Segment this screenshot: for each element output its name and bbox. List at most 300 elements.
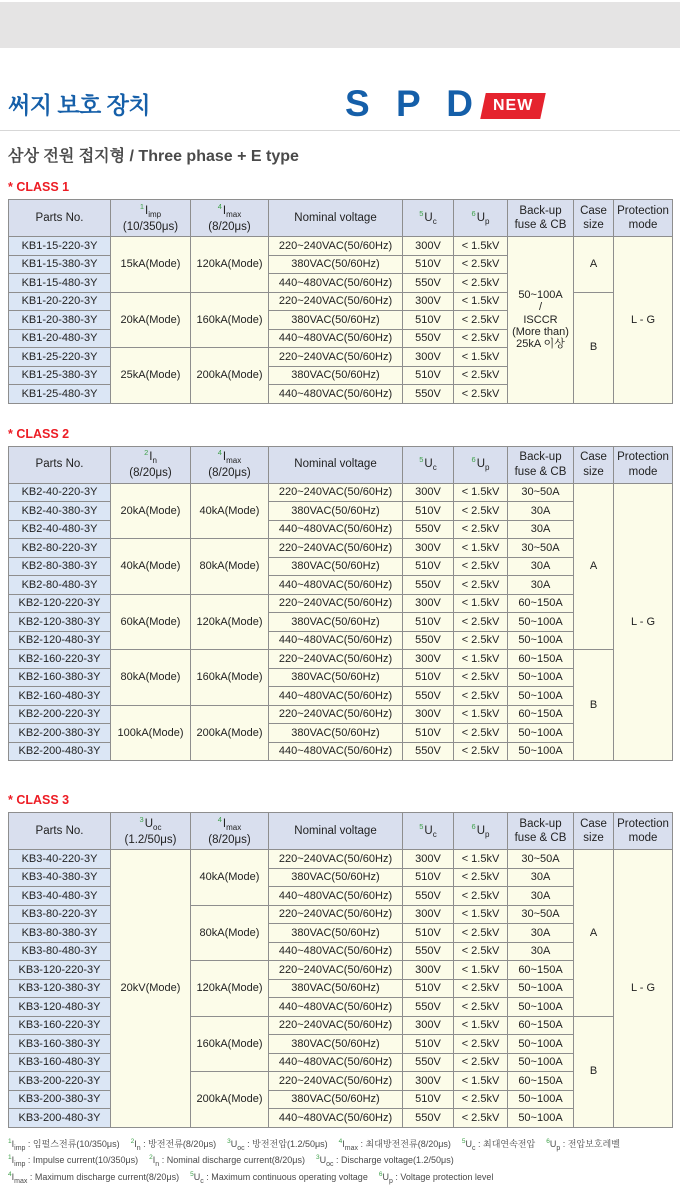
class1-section — [0, 180, 680, 404]
column-header: $^5U_c$ — [403, 813, 454, 850]
table-cell: 120kA(Mode) — [191, 237, 269, 293]
table-cell: < 2.5kV — [454, 1053, 508, 1072]
table-cell: 510V — [403, 613, 454, 632]
table-cell: < 2.5kV — [454, 274, 508, 293]
table-cell: < 1.5kV — [454, 539, 508, 558]
table-cell: 50~100A — [508, 631, 574, 650]
table-row — [9, 483, 673, 502]
footnote-item: $^1I_{imp}$ : Impulse current(10/350μs) — [8, 1155, 138, 1165]
table-cell: < 1.5kV — [454, 650, 508, 669]
parts-no-cell: KB1-25-380-3Y — [9, 366, 111, 385]
table-cell: 300V — [403, 483, 454, 502]
table-row — [9, 1109, 673, 1128]
table-cell: 50~100A — [508, 613, 574, 632]
table-row — [9, 961, 673, 980]
table-cell: < 2.5kV — [454, 631, 508, 650]
table-cell: 380VAC(50/60Hz) — [269, 868, 403, 887]
class1-table — [8, 199, 673, 404]
class3-section — [0, 793, 680, 1128]
table-cell: < 1.5kV — [454, 1072, 508, 1091]
table-cell: < 2.5kV — [454, 687, 508, 706]
footnote-line — [8, 1170, 672, 1187]
table-cell: 200kA(Mode) — [191, 705, 269, 761]
table-cell: < 1.5kV — [454, 705, 508, 724]
table-cell: < 1.5kV — [454, 483, 508, 502]
table-cell: 440~480VAC(50/60Hz) — [269, 742, 403, 761]
parts-no-cell: KB2-200-480-3Y — [9, 742, 111, 761]
table-row — [9, 1016, 673, 1035]
table-cell: 510V — [403, 311, 454, 330]
table-cell: 510V — [403, 255, 454, 274]
table-cell: 300V — [403, 1016, 454, 1035]
parts-no-cell: KB2-160-380-3Y — [9, 668, 111, 687]
table-cell: 440~480VAC(50/60Hz) — [269, 631, 403, 650]
parts-no-cell: KB3-160-220-3Y — [9, 1016, 111, 1035]
table-cell: 300V — [403, 237, 454, 256]
table-cell: 440~480VAC(50/60Hz) — [269, 274, 403, 293]
table-cell: < 2.5kV — [454, 998, 508, 1017]
column-header: Nominal voltage — [269, 813, 403, 850]
table-cell: 300V — [403, 905, 454, 924]
parts-no-cell: KB1-15-220-3Y — [9, 237, 111, 256]
table-cell: 50~100A — [508, 1053, 574, 1072]
column-header: Back-up fuse & CB — [508, 446, 574, 483]
parts-no-cell: KB2-120-380-3Y — [9, 613, 111, 632]
column-header: Case size — [574, 813, 614, 850]
column-header: $^4I_{max}$ (8/20μs) — [191, 446, 269, 483]
table-cell: 200kA(Mode) — [191, 1072, 269, 1128]
table-cell: 440~480VAC(50/60Hz) — [269, 998, 403, 1017]
footnote-item: $^2I_n$ : 방전전류(8/20μs) — [131, 1139, 217, 1149]
parts-no-cell: KB2-160-480-3Y — [9, 687, 111, 706]
column-header: Case size — [574, 200, 614, 237]
table-row — [9, 905, 673, 924]
class3-label: * CLASS 3 — [8, 793, 672, 807]
table-cell: 440~480VAC(50/60Hz) — [269, 576, 403, 595]
table-row — [9, 942, 673, 961]
table-cell: A — [574, 483, 614, 650]
column-header: $^2I_n$ (8/20μs) — [111, 446, 191, 483]
footnote-item: $^5U_c$ : 최대연속전압 — [462, 1139, 535, 1149]
table-cell: 440~480VAC(50/60Hz) — [269, 1109, 403, 1128]
column-header: Parts No. — [9, 200, 111, 237]
table-cell: < 1.5kV — [454, 961, 508, 980]
table-row — [9, 705, 673, 724]
table-cell: 40kA(Mode) — [111, 539, 191, 595]
table-row — [9, 650, 673, 669]
table-cell: 50~100A — [508, 687, 574, 706]
table-cell: 80kA(Mode) — [111, 650, 191, 706]
header-row — [9, 446, 673, 483]
class2-table — [8, 446, 673, 762]
table-cell: < 2.5kV — [454, 724, 508, 743]
table-cell: 60~150A — [508, 961, 574, 980]
table-cell: 220~240VAC(50/60Hz) — [269, 1072, 403, 1091]
class2-label: * CLASS 2 — [8, 427, 672, 441]
column-header: Parts No. — [9, 813, 111, 850]
table-cell: B — [574, 1016, 614, 1127]
table-cell: 60~150A — [508, 1072, 574, 1091]
column-header: Protection mode — [614, 200, 673, 237]
table-cell: < 2.5kV — [454, 1035, 508, 1054]
parts-no-cell: KB2-200-220-3Y — [9, 705, 111, 724]
table-cell: 30~50A — [508, 483, 574, 502]
table-cell: < 1.5kV — [454, 237, 508, 256]
table-cell: L - G — [614, 483, 673, 761]
table-cell: 20kA(Mode) — [111, 292, 191, 348]
column-header: $^5U_c$ — [403, 446, 454, 483]
table-cell: 440~480VAC(50/60Hz) — [269, 329, 403, 348]
table-cell: A — [574, 237, 614, 293]
parts-no-cell: KB1-25-220-3Y — [9, 348, 111, 367]
parts-no-cell: KB3-80-380-3Y — [9, 924, 111, 943]
table-cell: 300V — [403, 292, 454, 311]
table-cell: 510V — [403, 868, 454, 887]
parts-no-cell: KB3-40-380-3Y — [9, 868, 111, 887]
parts-no-cell: KB3-160-380-3Y — [9, 1035, 111, 1054]
table-cell: < 1.5kV — [454, 1016, 508, 1035]
table-cell: 50~100A — [508, 724, 574, 743]
table-cell: 440~480VAC(50/60Hz) — [269, 942, 403, 961]
table-cell: 380VAC(50/60Hz) — [269, 668, 403, 687]
table-cell: 60~150A — [508, 594, 574, 613]
table-cell: 550V — [403, 1053, 454, 1072]
table-cell: < 2.5kV — [454, 576, 508, 595]
column-header: Protection mode — [614, 813, 673, 850]
footnote-item: $^6U_p$ : Voltage protection level — [379, 1172, 494, 1182]
table-cell: B — [574, 650, 614, 761]
parts-no-cell: KB2-40-380-3Y — [9, 502, 111, 521]
table-cell: 300V — [403, 961, 454, 980]
table-cell: 300V — [403, 539, 454, 558]
parts-no-cell: KB2-80-220-3Y — [9, 539, 111, 558]
parts-no-cell: KB3-120-220-3Y — [9, 961, 111, 980]
table-cell: 120kA(Mode) — [191, 961, 269, 1017]
table-row — [9, 613, 673, 632]
table-cell: 30~50A — [508, 539, 574, 558]
header-divider — [0, 130, 680, 131]
table-cell: 380VAC(50/60Hz) — [269, 1090, 403, 1109]
table-cell: 510V — [403, 502, 454, 521]
table-cell: 160kA(Mode) — [191, 650, 269, 706]
parts-no-cell: KB2-120-480-3Y — [9, 631, 111, 650]
table-cell: 50~100A — [508, 1090, 574, 1109]
page-header — [8, 78, 672, 122]
footnote-item: $^2I_n$ : Nominal discharge current(8/20μs) — [149, 1155, 305, 1165]
column-header: $^3U_{oc}$ (1.2/50μs) — [111, 813, 191, 850]
table-cell: < 2.5kV — [454, 924, 508, 943]
table-cell: < 2.5kV — [454, 520, 508, 539]
table-cell: 510V — [403, 1035, 454, 1054]
class3-table-container — [0, 812, 680, 1128]
footnotes — [8, 1137, 672, 1187]
parts-no-cell: KB2-200-380-3Y — [9, 724, 111, 743]
table-cell: 220~240VAC(50/60Hz) — [269, 905, 403, 924]
parts-no-cell: KB3-200-480-3Y — [9, 1109, 111, 1128]
spd-logo-text: S P D — [345, 86, 481, 122]
table-cell: 220~240VAC(50/60Hz) — [269, 539, 403, 558]
table-row — [9, 1035, 673, 1054]
table-cell: 60kA(Mode) — [111, 594, 191, 650]
footnote-item: $^3U_{oc}$ : Discharge voltage(1.2/50μs) — [316, 1155, 454, 1165]
table-cell: 220~240VAC(50/60Hz) — [269, 650, 403, 669]
table-cell: 50~100A / ISCCR (More than) 25kA 이상 — [508, 237, 574, 404]
parts-no-cell: KB2-120-220-3Y — [9, 594, 111, 613]
table-cell: 30~50A — [508, 905, 574, 924]
table-row — [9, 631, 673, 650]
table-row — [9, 724, 673, 743]
table-cell: 60~150A — [508, 650, 574, 669]
table-row — [9, 687, 673, 706]
table-cell: 550V — [403, 687, 454, 706]
table-cell: 50~100A — [508, 1109, 574, 1128]
table-cell: < 2.5kV — [454, 668, 508, 687]
table-cell: 50~100A — [508, 998, 574, 1017]
table-cell: 550V — [403, 1109, 454, 1128]
table-cell: 120kA(Mode) — [191, 594, 269, 650]
new-badge — [480, 93, 546, 119]
table-row — [9, 520, 673, 539]
parts-no-cell: KB1-20-220-3Y — [9, 292, 111, 311]
table-cell: 25kA(Mode) — [111, 348, 191, 404]
table-cell: 440~480VAC(50/60Hz) — [269, 520, 403, 539]
header-row — [9, 200, 673, 237]
parts-no-cell: KB1-15-480-3Y — [9, 274, 111, 293]
footnote-item: $^4I_{max}$ : 최대방전전류(8/20μs) — [339, 1139, 451, 1149]
column-header: $^6U_p$ — [454, 446, 508, 483]
table-row — [9, 1072, 673, 1091]
table-cell: 60~150A — [508, 1016, 574, 1035]
table-cell: < 1.5kV — [454, 850, 508, 869]
table-cell: 550V — [403, 576, 454, 595]
table-cell: 300V — [403, 348, 454, 367]
parts-no-cell: KB3-200-380-3Y — [9, 1090, 111, 1109]
table-cell: 220~240VAC(50/60Hz) — [269, 292, 403, 311]
class3-table — [8, 812, 673, 1128]
table-cell: L - G — [614, 237, 673, 404]
table-cell: A — [574, 850, 614, 1017]
table-row — [9, 998, 673, 1017]
table-cell: 440~480VAC(50/60Hz) — [269, 687, 403, 706]
footnote-item: $^1I_{imp}$ : 임펄스전류(10/350μs) — [8, 1139, 120, 1149]
table-cell: 440~480VAC(50/60Hz) — [269, 887, 403, 906]
footnote-item: $^4I_{max}$ : Maximum discharge current(8/20μs) — [8, 1172, 179, 1182]
page-title: 써지 보호 장치 — [8, 87, 150, 120]
table-cell: < 2.5kV — [454, 329, 508, 348]
column-header: $^5U_c$ — [403, 200, 454, 237]
table-cell: 510V — [403, 979, 454, 998]
table-cell: 550V — [403, 998, 454, 1017]
table-cell: 15kA(Mode) — [111, 237, 191, 293]
table-row — [9, 576, 673, 595]
table-cell: 80kA(Mode) — [191, 905, 269, 961]
table-row — [9, 594, 673, 613]
parts-no-cell: KB2-40-220-3Y — [9, 483, 111, 502]
column-header: $^6U_p$ — [454, 200, 508, 237]
table-row — [9, 502, 673, 521]
table-cell: 30A — [508, 520, 574, 539]
table-cell: 380VAC(50/60Hz) — [269, 502, 403, 521]
table-cell: 510V — [403, 924, 454, 943]
table-cell: 380VAC(50/60Hz) — [269, 1035, 403, 1054]
column-header: Nominal voltage — [269, 200, 403, 237]
table-cell: 550V — [403, 631, 454, 650]
table-cell: 300V — [403, 1072, 454, 1091]
top-gray-band — [0, 2, 680, 48]
table-cell: 550V — [403, 520, 454, 539]
table-cell: 20kA(Mode) — [111, 483, 191, 539]
footnote-line — [8, 1153, 672, 1170]
parts-no-cell: KB3-120-380-3Y — [9, 979, 111, 998]
subtitle: 삼상 전원 접지형 / Three phase + E type — [8, 143, 672, 166]
parts-no-cell: KB3-160-480-3Y — [9, 1053, 111, 1072]
table-cell: B — [574, 292, 614, 403]
column-header: $^1I_{imp}$ (10/350μs) — [111, 200, 191, 237]
column-header: Parts No. — [9, 446, 111, 483]
spd-logo — [345, 86, 543, 122]
table-row — [9, 868, 673, 887]
table-cell: < 2.5kV — [454, 366, 508, 385]
column-header: $^4I_{max}$ (8/20μs) — [191, 813, 269, 850]
class2-table-container — [0, 446, 680, 762]
column-header: Protection mode — [614, 446, 673, 483]
table-cell: 300V — [403, 650, 454, 669]
footnote-item: $^3U_{oc}$ : 방전전압(1.2/50μs) — [227, 1139, 328, 1149]
table-row — [9, 924, 673, 943]
table-cell: 30A — [508, 887, 574, 906]
table-cell: 380VAC(50/60Hz) — [269, 724, 403, 743]
table-cell: 30A — [508, 924, 574, 943]
table-cell: 550V — [403, 385, 454, 404]
table-cell: 300V — [403, 705, 454, 724]
table-row — [9, 1090, 673, 1109]
table-cell: 30A — [508, 942, 574, 961]
parts-no-cell: KB2-80-480-3Y — [9, 576, 111, 595]
table-cell: 510V — [403, 366, 454, 385]
table-cell: 550V — [403, 742, 454, 761]
table-cell: < 2.5kV — [454, 942, 508, 961]
header-row — [9, 813, 673, 850]
table-row — [9, 979, 673, 998]
table-cell: 80kA(Mode) — [191, 539, 269, 595]
table-row — [9, 850, 673, 869]
footnote-item: $^5U_c$ : Maximum continuous operating voltage — [190, 1172, 368, 1182]
table-cell: 510V — [403, 1090, 454, 1109]
parts-no-cell: KB3-80-220-3Y — [9, 905, 111, 924]
table-cell: < 1.5kV — [454, 292, 508, 311]
table-cell: 220~240VAC(50/60Hz) — [269, 237, 403, 256]
parts-no-cell: KB1-25-480-3Y — [9, 385, 111, 404]
table-cell: < 1.5kV — [454, 905, 508, 924]
table-cell: 440~480VAC(50/60Hz) — [269, 1053, 403, 1072]
table-cell: 300V — [403, 594, 454, 613]
column-header: Case size — [574, 446, 614, 483]
table-cell: < 2.5kV — [454, 887, 508, 906]
footnote-line — [8, 1137, 672, 1154]
table-cell: < 2.5kV — [454, 979, 508, 998]
table-cell: 220~240VAC(50/60Hz) — [269, 961, 403, 980]
table-cell: 440~480VAC(50/60Hz) — [269, 385, 403, 404]
parts-no-cell: KB1-15-380-3Y — [9, 255, 111, 274]
table-cell: 160kA(Mode) — [191, 1016, 269, 1072]
table-cell: 380VAC(50/60Hz) — [269, 924, 403, 943]
class1-table-container — [0, 199, 680, 404]
class1-label: * CLASS 1 — [8, 180, 672, 194]
table-cell: 40kA(Mode) — [191, 850, 269, 906]
table-row — [9, 742, 673, 761]
parts-no-cell: KB1-20-480-3Y — [9, 329, 111, 348]
parts-no-cell: KB1-20-380-3Y — [9, 311, 111, 330]
parts-no-cell: KB3-40-480-3Y — [9, 887, 111, 906]
table-cell: 220~240VAC(50/60Hz) — [269, 1016, 403, 1035]
table-cell: 200kA(Mode) — [191, 348, 269, 404]
table-row — [9, 887, 673, 906]
table-cell: < 2.5kV — [454, 557, 508, 576]
column-header: $^6U_p$ — [454, 813, 508, 850]
table-cell: 50~100A — [508, 1035, 574, 1054]
table-cell: 380VAC(50/60Hz) — [269, 255, 403, 274]
table-cell: 30A — [508, 868, 574, 887]
table-cell: < 2.5kV — [454, 385, 508, 404]
table-row — [9, 668, 673, 687]
table-cell: 510V — [403, 724, 454, 743]
column-header: Back-up fuse & CB — [508, 200, 574, 237]
footnote-item: $^6U_p$ : 전압보호레벨 — [546, 1139, 620, 1149]
class2-section — [0, 427, 680, 762]
table-cell: 30A — [508, 557, 574, 576]
table-cell: < 2.5kV — [454, 255, 508, 274]
parts-no-cell: KB3-200-220-3Y — [9, 1072, 111, 1091]
parts-no-cell: KB3-80-480-3Y — [9, 942, 111, 961]
table-cell: 380VAC(50/60Hz) — [269, 311, 403, 330]
table-cell: 50~100A — [508, 979, 574, 998]
table-cell: L - G — [614, 850, 673, 1128]
table-cell: 380VAC(50/60Hz) — [269, 557, 403, 576]
table-cell: 220~240VAC(50/60Hz) — [269, 705, 403, 724]
table-cell: 300V — [403, 850, 454, 869]
table-cell: 30~50A — [508, 850, 574, 869]
table-cell: 30A — [508, 502, 574, 521]
table-cell: 220~240VAC(50/60Hz) — [269, 483, 403, 502]
table-cell: 380VAC(50/60Hz) — [269, 366, 403, 385]
table-cell: 220~240VAC(50/60Hz) — [269, 594, 403, 613]
table-cell: < 1.5kV — [454, 594, 508, 613]
column-header: Back-up fuse & CB — [508, 813, 574, 850]
parts-no-cell: KB3-120-480-3Y — [9, 998, 111, 1017]
table-cell: 510V — [403, 557, 454, 576]
table-cell: < 2.5kV — [454, 1109, 508, 1128]
table-cell: 550V — [403, 887, 454, 906]
parts-no-cell: KB2-160-220-3Y — [9, 650, 111, 669]
new-badge-label: NEW — [493, 98, 533, 114]
table-cell: 550V — [403, 274, 454, 293]
table-cell: 220~240VAC(50/60Hz) — [269, 850, 403, 869]
table-cell: < 2.5kV — [454, 311, 508, 330]
table-cell: 160kA(Mode) — [191, 292, 269, 348]
table-cell: 550V — [403, 329, 454, 348]
table-cell: 50~100A — [508, 742, 574, 761]
table-cell: < 2.5kV — [454, 613, 508, 632]
table-cell: < 1.5kV — [454, 348, 508, 367]
table-cell: 60~150A — [508, 705, 574, 724]
column-header: Nominal voltage — [269, 446, 403, 483]
parts-no-cell: KB3-40-220-3Y — [9, 850, 111, 869]
table-row — [9, 1053, 673, 1072]
parts-no-cell: KB2-40-480-3Y — [9, 520, 111, 539]
table-cell: 30A — [508, 576, 574, 595]
table-cell: 40kA(Mode) — [191, 483, 269, 539]
table-cell: 550V — [403, 942, 454, 961]
